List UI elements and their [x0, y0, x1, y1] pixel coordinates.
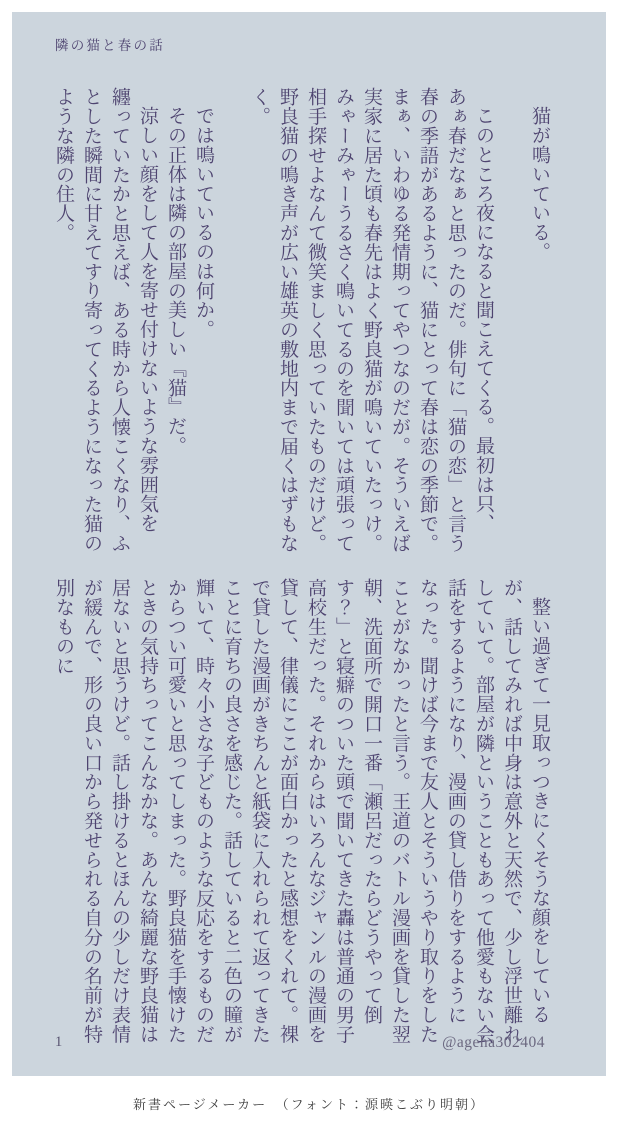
author-handle: @ageha302404: [442, 1034, 545, 1051]
vertical-text-block-top: [49, 87, 553, 554]
paragraph: 整い過ぎて一見取っつきにくそうな顔をしているが、話してみれば中身は意外と天然で、少し浮世離れしていて。部屋が隣ということもあって他愛もない会話をするようになり、漫画の貸し借りをするようになった。聞けば今まで友人とそういうやり取りをしたことがなかったと言う。王道のバトル漫画を貸した翌朝、洗面所で開口一番「瀬呂だったらどうやって倒す？」と寝癖のついた頭で聞いてきた轟は普通の男子高校生だった。それからはいろんなジャンルの漫画を貸して、律儀にここが面白かったと感想をくれて。裸で貸した漫画がきちんと紙袋に入れられて返ってきたことに育ちの良さを感じた。話していると二色の瞳が輝いて、時々小さな子どものような反応をするものだからつい可愛いと思ってしまった。野良猫を手懐けたときの気持ちってこんなかな。あんな綺麗な野良猫は居ないと思うけど。話し掛けるとほんの少しだけ表情が緩んで、形の良い口から発せられる自分の名前が特別なものに: [53, 578, 550, 1044]
page-title: 隣の猫と春の話: [55, 38, 165, 53]
novel-page-sheet: [12, 12, 606, 1076]
vertical-text-block-bottom: [49, 578, 553, 1045]
paragraph: では鳴いているのは何か。: [193, 106, 214, 339]
paragraph: 猫が鳴いている。: [529, 106, 550, 262]
paragraph: 涼しい顔をして人を寄せ付けないような雰囲気を纏っていたかと思えば、ある時から人懐こくなり、ふとした瞬間に甘えてすり寄ってくるようになった猫のような隣の住人。: [53, 87, 158, 553]
paragraph: その正体は隣の部屋の美しい『猫』だ。: [165, 106, 186, 456]
page-number: 1: [55, 1034, 63, 1050]
generator-caption: 新書ページメーカー （フォント：源暎こぶり明朝）: [133, 1097, 485, 1112]
paragraph: このところ夜になると聞こえてくる。最初は只、あぁ春だなぁと思ったのだ。俳句に「猫の恋」と言う春の季語があるように、猫にとって春は恋の季節で。まぁ、いわゆる発情期ってやつなのだが。そういえば実家に居た頃も春先はよく野良猫が鳴いていたっけ。みゃーみゃーうるさく鳴いてるのを聞いては頑張って相手探せよなんて微笑ましく思っていたものだけど。野良猫の鳴き声が広い雄英の敷地内まで届くはずもなく。: [249, 87, 494, 553]
